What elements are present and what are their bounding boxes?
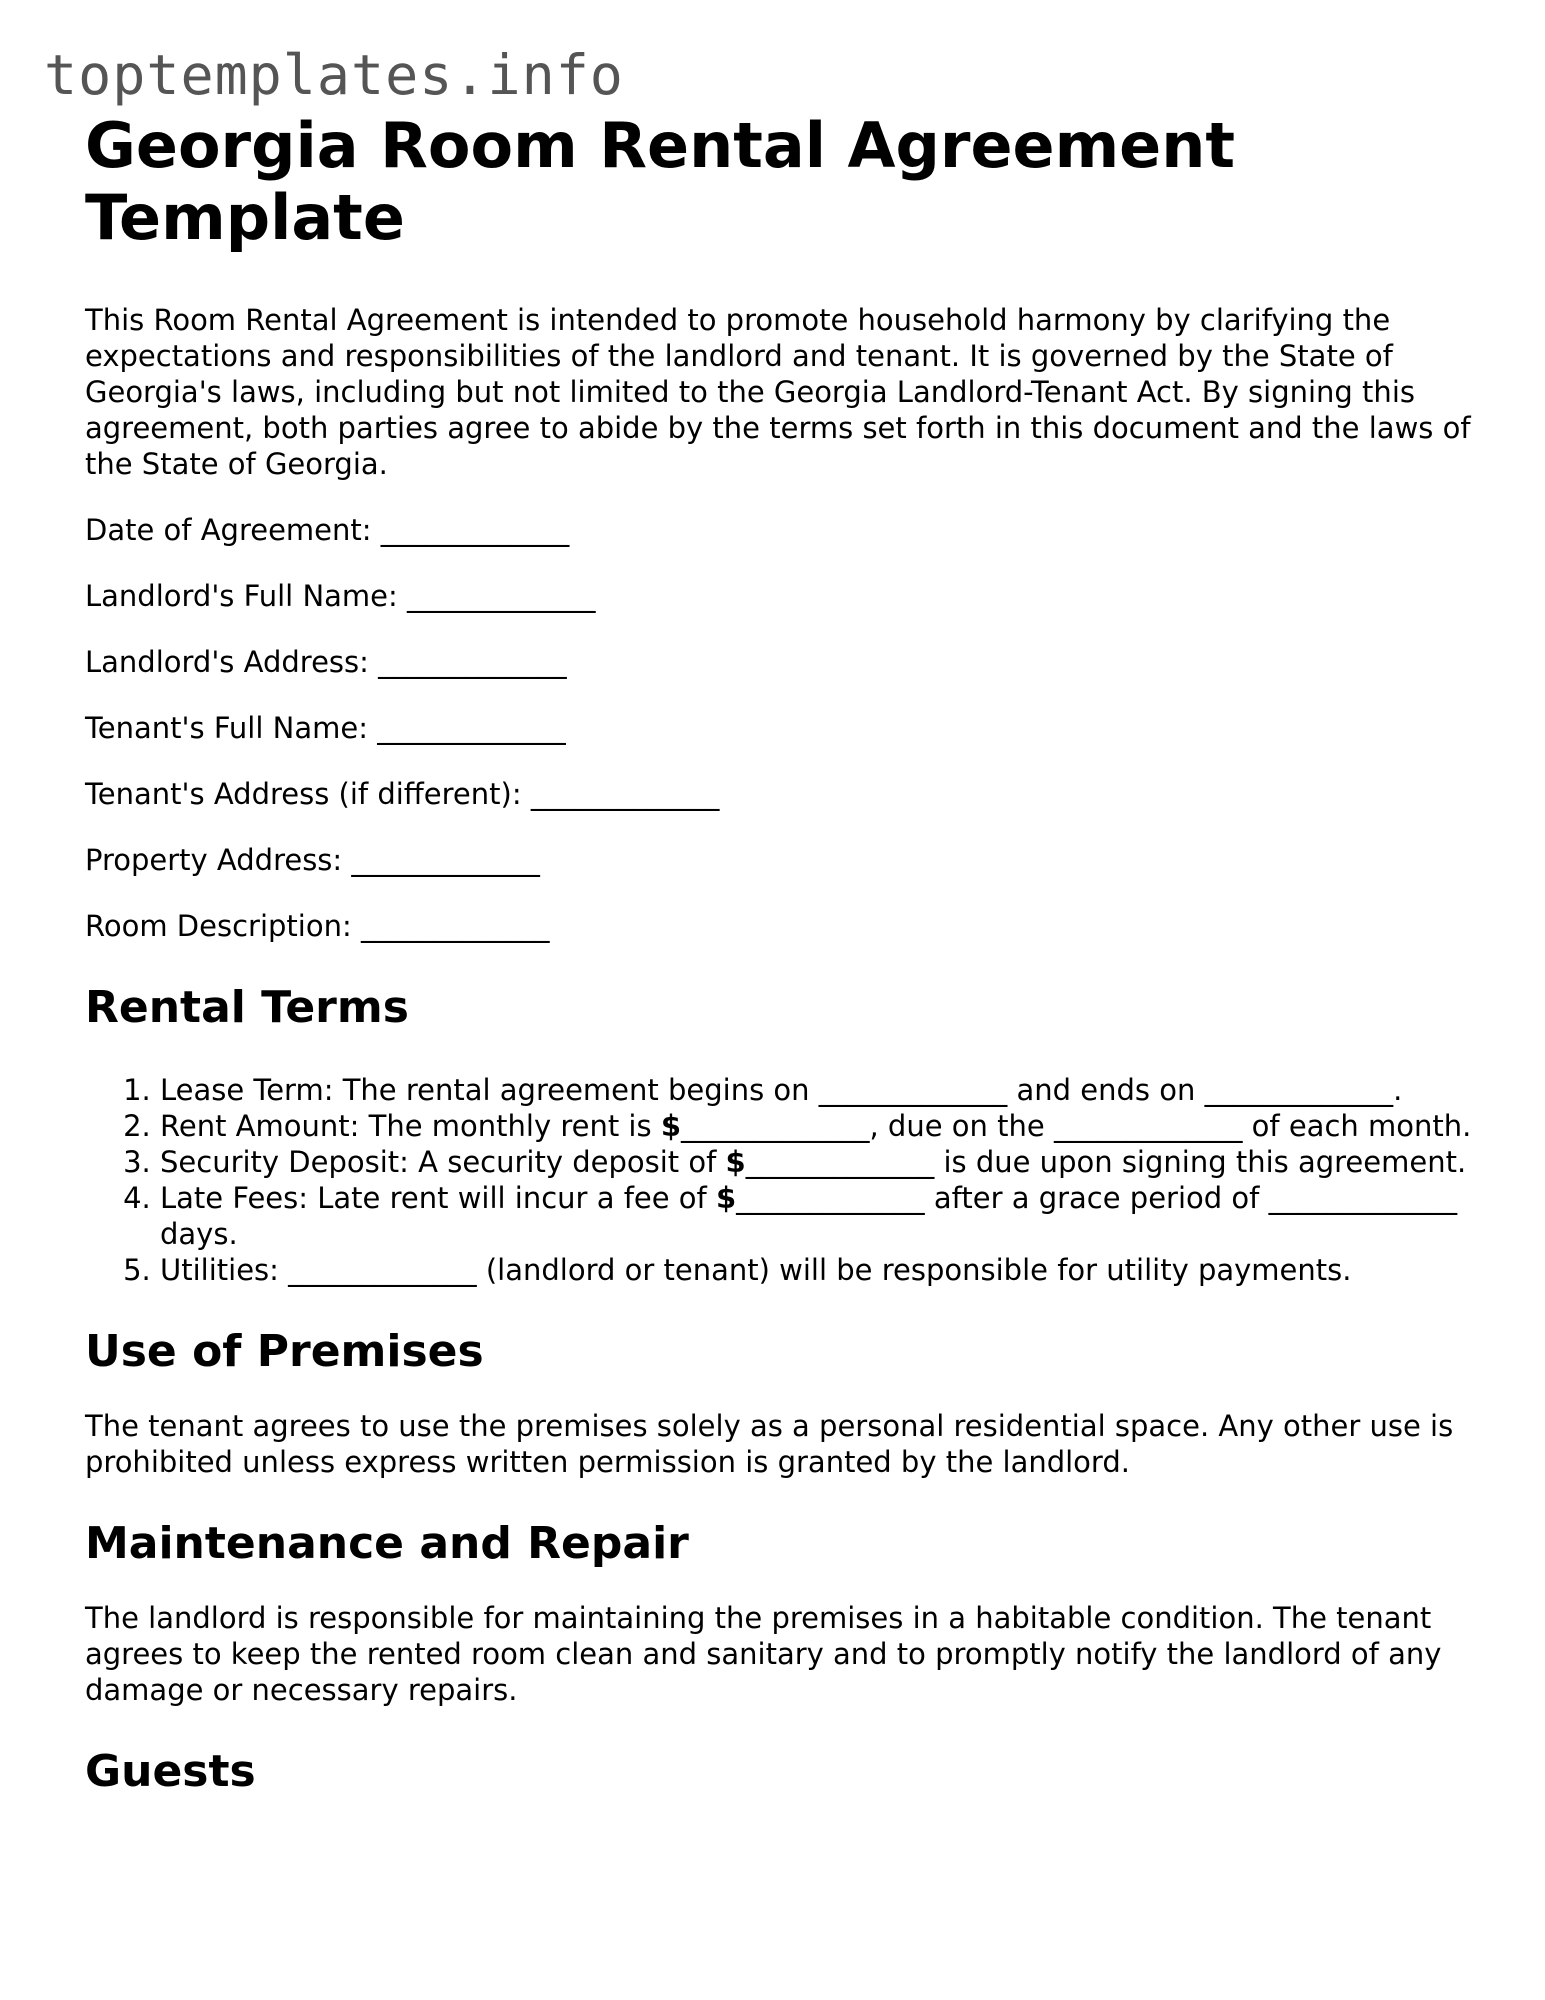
text: Utilities: (160, 1253, 279, 1287)
blank-line: _____________ (1204, 1073, 1394, 1107)
field-property-address (85, 842, 1485, 878)
section-heading-rental-terms: Rental Terms (85, 982, 409, 1033)
list-item-late-fees (160, 1180, 1485, 1252)
blank-line: _____________ (1268, 1181, 1458, 1215)
section-heading-guests: Guests (85, 1746, 256, 1797)
field-label: Landlord's Full Name: (85, 579, 398, 613)
field-label: Date of Agreement: (85, 513, 372, 547)
text: Security Deposit: A security deposit of (160, 1145, 717, 1179)
rental-terms-list (85, 1072, 1485, 1288)
list-item-rent-amount (160, 1108, 1485, 1144)
blank-line: _____________ (1053, 1109, 1243, 1143)
list-item-lease-term (160, 1072, 1485, 1108)
field-label: Property Address: (85, 843, 343, 877)
text: . (1393, 1073, 1403, 1107)
blank-line: _____________ (736, 1181, 925, 1215)
text: , due on the (869, 1109, 1045, 1143)
use-of-premises-paragraph: The tenant agrees to use the premises solely as a personal residential space. Any other use is prohibited unless express written permission is granted by the landlord. (85, 1409, 1454, 1479)
blank-line: _____________ (288, 1253, 477, 1287)
document-title: Georgia Room Rental Agreement Template (85, 109, 1235, 254)
maintenance-paragraph: The landlord is responsible for maintaining the premises in a habitable condition. The tenant agrees to keep the rented room clean and sanitary and to promptly notify the landlord of any damage or necessary repairs. (85, 1601, 1442, 1707)
field-label: Tenant's Full Name: (85, 711, 368, 745)
text: Late Fees: Late rent will incur a fee of (160, 1181, 707, 1215)
text: after a grace period of (933, 1181, 1260, 1215)
text: is due upon signing this agreement. (943, 1145, 1467, 1179)
field-landlord-full-name (85, 578, 1485, 614)
list-item-security-deposit (160, 1144, 1485, 1180)
field-label: Room Description: (85, 909, 352, 943)
blank-line: _____________ (377, 711, 566, 745)
blank-line: _____________ (360, 909, 550, 943)
list-item-utilities (160, 1252, 1485, 1288)
watermark: toptemplates.info (44, 43, 624, 107)
dollar-sign: $ (725, 1145, 746, 1179)
dollar-sign: $ (660, 1109, 681, 1143)
text: of each month. (1251, 1109, 1472, 1143)
text: and ends on (1016, 1073, 1196, 1107)
intro-paragraph: This Room Rental Agreement is intended to promote household harmony by clarifying the expectations and responsibilities of the landlord and tenant. It is governed by the State of Georgia's laws, including but not limited to the Georgia Landlord-Tenant Act. By signing this agreement, both parties agree to abide by the terms set forth in this document and the laws of the State of Georgia. (85, 303, 1471, 481)
section-heading-use-of-premises: Use of Premises (85, 1326, 484, 1377)
field-label: Landlord's Address: (85, 645, 369, 679)
field-landlord-address (85, 644, 1485, 680)
blank-line: _____________ (530, 777, 720, 811)
blank-line: _____________ (378, 645, 567, 679)
document-page (85, 110, 1485, 1798)
blank-line: _____________ (681, 1109, 870, 1143)
blank-line: _____________ (745, 1145, 935, 1179)
field-room-description (85, 908, 1485, 944)
field-tenant-full-name (85, 710, 1485, 746)
field-tenant-address (85, 776, 1485, 812)
blank-line: _____________ (380, 513, 570, 547)
field-date-of-agreement (85, 512, 1485, 548)
text: Lease Term: The rental agreement begins on (160, 1073, 810, 1107)
blank-line: _____________ (407, 579, 596, 613)
text: Rent Amount: The monthly rent is (160, 1109, 652, 1143)
section-heading-maintenance: Maintenance and Repair (85, 1518, 689, 1569)
blank-line: _____________ (351, 843, 540, 877)
text: days. (160, 1217, 238, 1251)
dollar-sign: $ (715, 1181, 737, 1215)
text: (landlord or tenant) will be responsible for utility payments. (485, 1253, 1352, 1287)
field-label: Tenant's Address (if different): (85, 777, 522, 811)
blank-line: _____________ (818, 1073, 1008, 1107)
